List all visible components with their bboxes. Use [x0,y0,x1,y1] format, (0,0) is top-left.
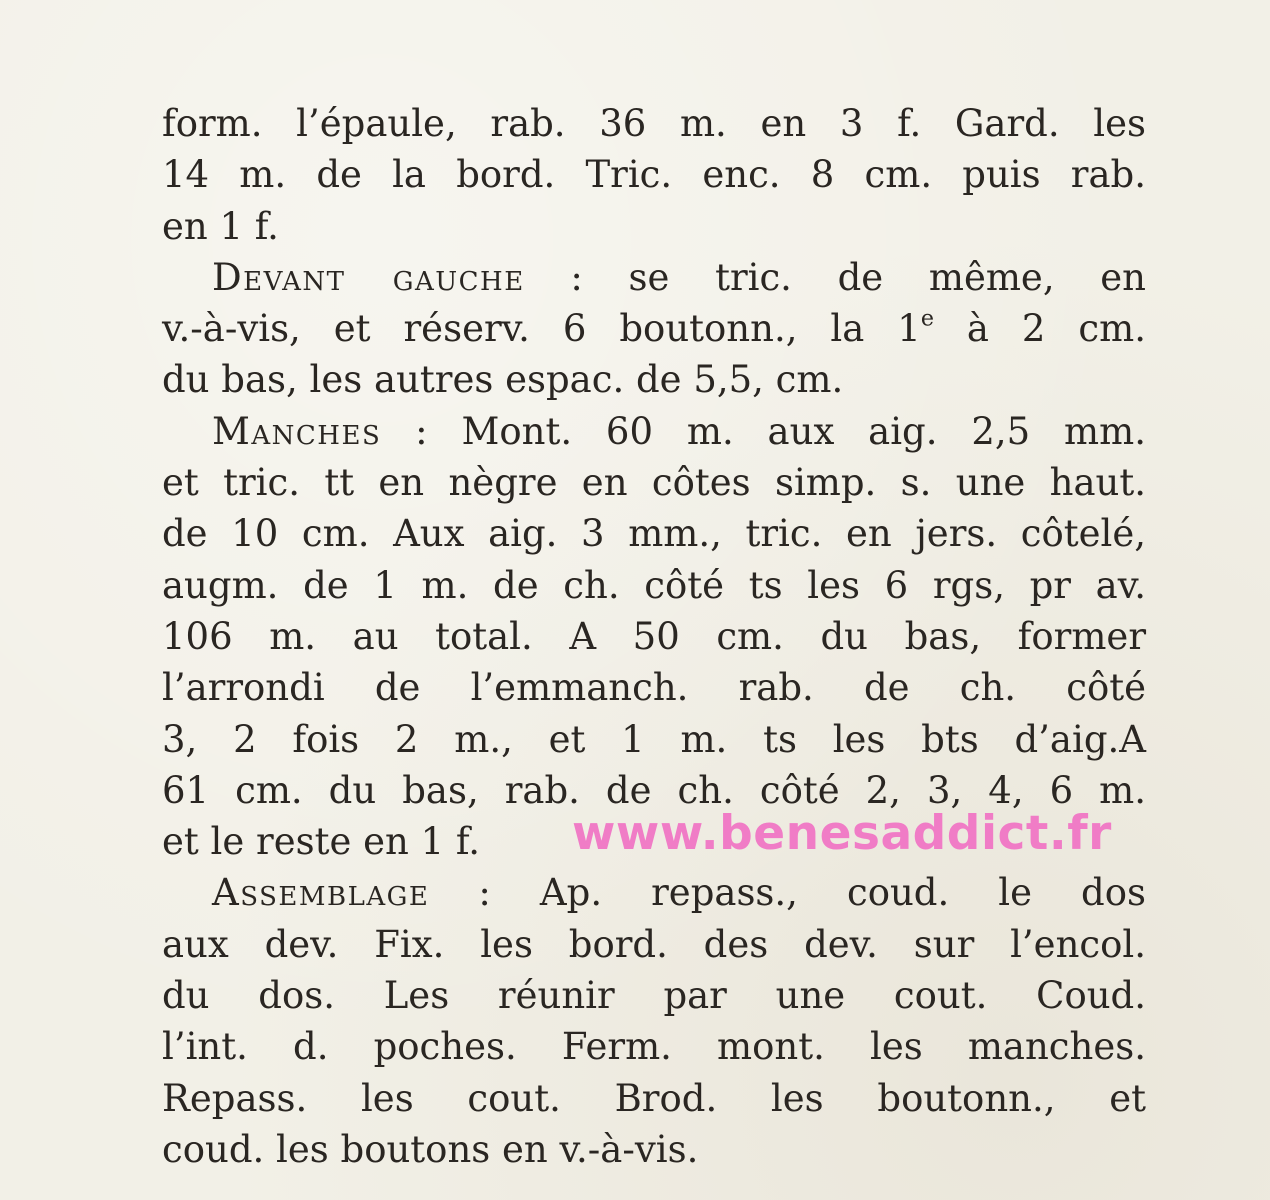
text-line: de 10 cm. Aux aig. 3 mm., tric. en jers. côtelé, [162,512,1146,556]
section-line-manches [162,406,1146,457]
text-line: augm. de 1 m. de ch. côté ts les 6 rgs, pr av. [162,563,1146,607]
text-line: Repass. les cout. Brod. les boutonn., et [162,1076,1146,1120]
section-line-assemblage [162,867,1146,918]
text-line [162,303,1146,354]
text-line: 14 m. de la bord. Tric. enc. 8 cm. puis rab. [162,153,1146,197]
text-line: du bas, les autres espac. de 5,5, cm. [162,358,844,402]
text-line: 106 m. au total. A 50 cm. du bas, former [162,614,1146,658]
text-line: coud. les boutons en v.-à-vis. [162,1127,699,1171]
text-fragment: : Mont. 60 m. aux aig. 2,5 mm. [381,409,1146,453]
section-heading-manches: Manches [212,409,382,453]
text-line: du dos. Les réunir par une cout. Coud. [162,974,1146,1018]
section-line-devant-gauche [162,252,1146,303]
text-line: aux dev. Fix. les bord. des dev. sur l’encol. [162,922,1146,966]
text-line: l’arrondi de l’emmanch. rab. de ch. côté [162,666,1146,710]
text-line: form. l’épaule, rab. 36 m. en 3 f. Gard. les [162,102,1146,145]
text-fragment: v.-à-vis, et réserv. 6 boutonn., la 1 [162,307,921,351]
text-fragment: à 2 cm. [933,307,1146,351]
knitting-instructions-text [162,98,1146,1175]
section-heading-devant-gauche: Devant gauche [212,255,525,299]
text-line: et tric. tt en nègre en côtes simp. s. une haut. [162,461,1146,505]
watermark-url: www.benesaddict.fr [572,806,1112,861]
text-fragment: : Ap. repass., coud. le dos [429,871,1146,915]
section-heading-assemblage: Assemblage [212,871,430,915]
text-line: 3, 2 fois 2 m., et 1 m. ts les bts d’aig.A [162,717,1146,761]
text-line: l’int. d. poches. Ferm. mont. les manches. [162,1025,1146,1069]
text-fragment: : se tric. de même, en [524,255,1146,299]
text-line: en 1 f. [162,204,279,248]
text-line: et le reste en 1 f. [162,820,481,864]
text-line: 61 cm. du bas, rab. de ch. côté 2, 3, 4, 6 m. [162,768,1146,812]
superscript: e [920,305,934,332]
